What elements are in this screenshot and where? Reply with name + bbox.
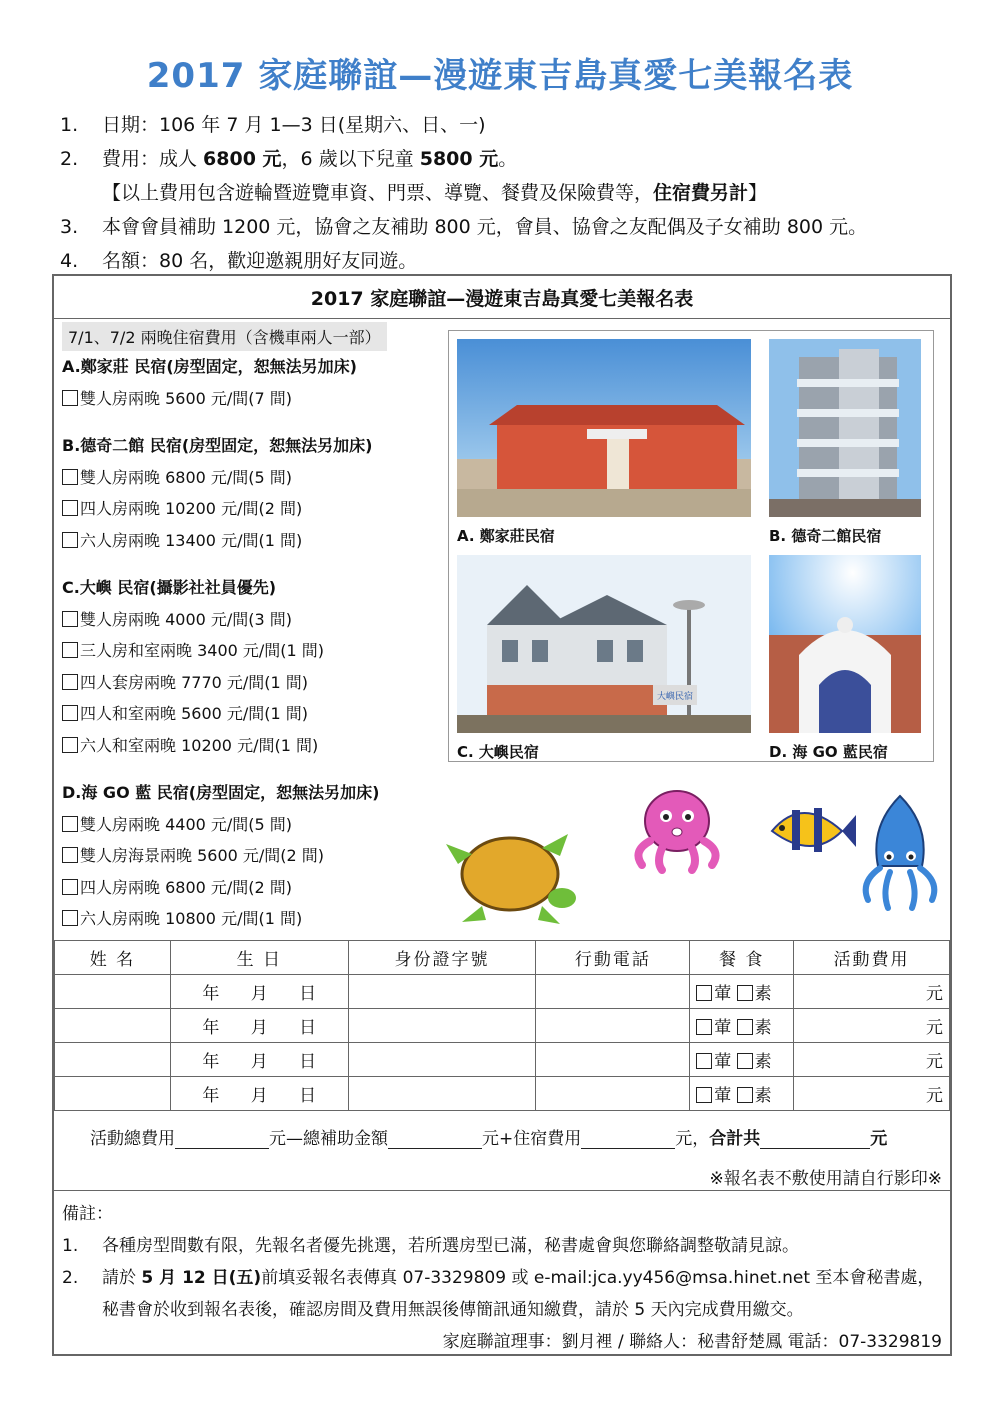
total-activity-field[interactable] bbox=[175, 1130, 269, 1149]
id-number-field[interactable] bbox=[348, 1043, 536, 1077]
grand-total-unit: 元 bbox=[870, 1129, 888, 1149]
octopus-icon bbox=[638, 791, 715, 870]
room-checkbox[interactable] bbox=[62, 642, 78, 658]
photo-caption-d: D. 海 GO 藍民宿 bbox=[769, 743, 888, 761]
room-label: 雙人房兩晚 4000 元/間(3 間) bbox=[80, 609, 293, 629]
remarks-heading: 備註： bbox=[62, 1204, 113, 1224]
fee-field[interactable] bbox=[794, 1009, 950, 1043]
room-option bbox=[62, 493, 442, 525]
id-number-field[interactable] bbox=[348, 1009, 536, 1043]
info-text: 日期：106 年 7 月 1—3 日(星期六、日、一) bbox=[102, 114, 486, 136]
info-text: 本會會員補助 1200 元，協會之友補助 800 元，會員、協會之友配偶及子女補助 800 元。 bbox=[102, 216, 868, 238]
header-name: 姓 名 bbox=[55, 941, 171, 975]
photo-caption-b: B. 德奇二館民宿 bbox=[769, 527, 882, 545]
info-text: 【以上費用包含遊輪暨遊覽車資、門票、導覽、餐費及保險費等，住宿費另計】 bbox=[102, 182, 768, 204]
mobile-field[interactable] bbox=[536, 1077, 690, 1111]
room-checkbox[interactable] bbox=[62, 611, 78, 627]
photo-caption-c: C. 大嶼民宿 bbox=[457, 743, 539, 761]
room-checkbox[interactable] bbox=[62, 469, 78, 485]
registration-form bbox=[52, 274, 952, 1356]
lodging-fee-label: 元+住宿費用 bbox=[482, 1129, 582, 1149]
photo-c-dayu-house bbox=[457, 555, 751, 733]
fee-field[interactable] bbox=[794, 1043, 950, 1077]
accommodation-list bbox=[62, 320, 442, 935]
copy-note: ※報名表不敷使用請自行影印※ bbox=[709, 1169, 942, 1189]
fee-unit: 元 bbox=[926, 1086, 943, 1106]
room-option bbox=[62, 462, 442, 494]
table-row bbox=[55, 975, 950, 1009]
photo-a-zheng-family-house bbox=[457, 339, 751, 517]
room-option bbox=[62, 698, 442, 730]
meal-choice bbox=[690, 1043, 794, 1077]
remark-2: 請於 5 月 12 日(五)前填妥報名表傳真 07-3329809 或 e-mail:jca.yy456@msa.hinet.net 至本會秘書處， bbox=[102, 1268, 935, 1288]
lodging-fee-field[interactable] bbox=[581, 1130, 675, 1149]
info-item bbox=[60, 210, 960, 244]
remark-2-continued: 秘書會於收到報名表後，確認房間及費用無誤後傳簡訊通知繳費，請於 5 天內完成費用繳交。 bbox=[102, 1300, 804, 1320]
room-label: 四人和室兩晚 5600 元/間(1 間) bbox=[80, 704, 309, 723]
header-mobile: 行動電話 bbox=[536, 941, 690, 975]
room-option bbox=[62, 730, 442, 762]
totals-line bbox=[90, 1124, 887, 1149]
info-item bbox=[60, 108, 960, 142]
table-row bbox=[55, 1077, 950, 1111]
guesthouse-name: D.海 GO 藍 民宿(房型固定，恕無法另加床) bbox=[62, 783, 380, 802]
id-number-field[interactable] bbox=[348, 975, 536, 1009]
fee-unit: 元 bbox=[926, 1018, 943, 1038]
meat-checkbox[interactable] bbox=[696, 1019, 712, 1035]
id-number-field[interactable] bbox=[348, 1077, 536, 1111]
veg-checkbox[interactable] bbox=[737, 1053, 753, 1069]
registration-table bbox=[54, 940, 950, 1111]
info-number: 2. bbox=[60, 148, 79, 170]
unit-label: 元， bbox=[675, 1129, 710, 1149]
meat-label: 葷 bbox=[714, 984, 732, 1004]
room-checkbox[interactable] bbox=[62, 532, 78, 548]
total-subsidy-field[interactable] bbox=[388, 1130, 482, 1149]
room-label: 六人房兩晚 13400 元/間(1 間) bbox=[80, 530, 303, 550]
room-option bbox=[62, 604, 442, 636]
remarks bbox=[62, 1198, 942, 1358]
room-label: 雙人房兩晚 6800 元/間(5 間) bbox=[80, 467, 293, 487]
photo-d-hai-go-lan bbox=[769, 555, 921, 733]
table-row bbox=[55, 1043, 950, 1077]
room-checkbox[interactable] bbox=[62, 500, 78, 516]
room-checkbox[interactable] bbox=[62, 847, 78, 863]
mobile-field[interactable] bbox=[536, 1043, 690, 1077]
name-field[interactable] bbox=[55, 975, 171, 1009]
mobile-field[interactable] bbox=[536, 1009, 690, 1043]
meat-label: 葷 bbox=[714, 1018, 732, 1038]
header-meal: 餐 食 bbox=[690, 941, 794, 975]
room-option bbox=[62, 635, 442, 667]
room-checkbox[interactable] bbox=[62, 879, 78, 895]
room-checkbox[interactable] bbox=[62, 910, 78, 926]
room-label: 四人房兩晚 10200 元/間(2 間) bbox=[80, 499, 303, 518]
name-field[interactable] bbox=[55, 1043, 171, 1077]
grand-total-label: 合計共 bbox=[709, 1129, 761, 1149]
guesthouse-photos bbox=[448, 330, 934, 762]
room-label: 六人和室兩晚 10200 元/間(1 間) bbox=[80, 735, 319, 755]
fee-unit: 元 bbox=[926, 984, 943, 1004]
room-label: 四人房兩晚 6800 元/間(2 間) bbox=[80, 877, 293, 897]
meat-checkbox[interactable] bbox=[696, 985, 712, 1001]
photo-b-deqi-building bbox=[769, 339, 921, 517]
room-option bbox=[62, 383, 442, 415]
remark-number: 1. bbox=[62, 1236, 79, 1256]
birthday-field[interactable]: 年 月 日 bbox=[170, 1077, 348, 1111]
meat-label: 葷 bbox=[714, 1086, 732, 1106]
meal-choice bbox=[690, 1009, 794, 1043]
info-text: 名額：80 名，歡迎邀親朋好友同遊。 bbox=[102, 250, 418, 272]
room-checkbox[interactable] bbox=[62, 816, 78, 832]
total-subsidy-label: 元—總補助金額 bbox=[269, 1129, 388, 1149]
info-item bbox=[60, 244, 960, 278]
info-number: 1. bbox=[60, 114, 79, 136]
room-checkbox[interactable] bbox=[62, 737, 78, 753]
room-option bbox=[62, 525, 442, 557]
tropical-fish-icon bbox=[772, 808, 856, 852]
info-number: 3. bbox=[60, 216, 79, 238]
veg-label: 素 bbox=[754, 1052, 772, 1072]
room-option bbox=[62, 809, 442, 841]
birthday-field[interactable]: 年 月 日 bbox=[170, 975, 348, 1009]
fee-field[interactable] bbox=[794, 1077, 950, 1111]
grand-total-field[interactable] bbox=[760, 1130, 870, 1149]
event-info bbox=[60, 108, 960, 278]
birthday-field[interactable]: 年 月 日 bbox=[170, 1009, 348, 1043]
fee-unit: 元 bbox=[926, 1052, 943, 1072]
squid-icon bbox=[866, 796, 935, 908]
meat-checkbox[interactable] bbox=[696, 1087, 712, 1103]
veg-label: 素 bbox=[754, 1086, 772, 1106]
room-checkbox[interactable] bbox=[62, 390, 78, 406]
info-number: 4. bbox=[60, 250, 79, 272]
veg-checkbox[interactable] bbox=[737, 1019, 753, 1035]
birthday-field[interactable]: 年 月 日 bbox=[170, 1043, 348, 1077]
room-option bbox=[62, 872, 442, 904]
room-label: 四人套房兩晚 7770 元/間(1 間) bbox=[80, 672, 309, 692]
meat-label: 葷 bbox=[714, 1052, 732, 1072]
remark-number: 2. bbox=[62, 1268, 79, 1288]
room-label: 雙人房海景兩晚 5600 元/間(2 間) bbox=[80, 846, 325, 865]
header-fee: 活動費用 bbox=[794, 941, 950, 975]
info-item bbox=[60, 176, 960, 210]
info-item bbox=[60, 142, 960, 176]
room-label: 雙人房兩晚 4400 元/間(5 間) bbox=[80, 814, 293, 834]
guesthouse-name: B.德奇二館 民宿(房型固定，恕無法另加床) bbox=[62, 436, 373, 455]
name-field[interactable] bbox=[55, 1077, 171, 1111]
accommodation-subtitle: 7/1、7/2 兩晚住宿費用（含機車兩人一部） bbox=[62, 322, 387, 351]
room-label: 六人房兩晚 10800 元/間(1 間) bbox=[80, 909, 303, 928]
total-activity-label: 活動總費用 bbox=[90, 1129, 175, 1149]
header-id-number: 身份證字號 bbox=[348, 941, 536, 975]
room-checkbox[interactable] bbox=[62, 705, 78, 721]
sign-text: 大嶼民宿 bbox=[656, 692, 694, 702]
info-number bbox=[60, 176, 102, 210]
meal-choice bbox=[690, 975, 794, 1009]
veg-checkbox[interactable] bbox=[737, 1087, 753, 1103]
meal-choice bbox=[690, 1077, 794, 1111]
sea-creature-clipart bbox=[442, 786, 942, 936]
room-checkbox[interactable] bbox=[62, 674, 78, 690]
table-row bbox=[55, 1009, 950, 1043]
info-text: 費用：成人 6800 元，6 歲以下兒童 5800 元。 bbox=[102, 148, 518, 170]
contact-signature: 家庭聯誼理事：劉月裡 / 聯絡人：秘書舒楚鳳 電話：07-3329819 bbox=[442, 1332, 942, 1352]
veg-label: 素 bbox=[754, 984, 772, 1004]
room-option bbox=[62, 667, 442, 699]
form-title: 2017 家庭聯誼—漫遊東吉島真愛七美報名表 bbox=[310, 288, 694, 310]
room-option bbox=[62, 903, 442, 935]
name-field[interactable] bbox=[55, 1009, 171, 1043]
meat-checkbox[interactable] bbox=[696, 1053, 712, 1069]
room-label: 雙人房兩晚 5600 元/間(7 間) bbox=[80, 388, 293, 408]
room-option bbox=[62, 840, 442, 872]
veg-checkbox[interactable] bbox=[737, 985, 753, 1001]
room-label: 三人房和室兩晚 3400 元/間(1 間) bbox=[80, 641, 325, 660]
page-title: 2017 家庭聯誼—漫遊東吉島真愛七美報名表 bbox=[146, 56, 854, 96]
remark-1: 各種房型間數有限，先報名者優先挑選，若所選房型已滿，秘書處會與您聯絡調整敬請見諒。 bbox=[102, 1236, 799, 1256]
turtle-icon bbox=[446, 834, 576, 924]
header-birthday: 生 日 bbox=[170, 941, 348, 975]
photo-caption-a: A. 鄭家莊民宿 bbox=[457, 527, 555, 545]
mobile-field[interactable] bbox=[536, 975, 690, 1009]
guesthouse-name: C.大嶼 民宿(攝影社社員優先) bbox=[62, 578, 277, 597]
guesthouse-name: A.鄭家莊 民宿(房型固定，恕無法另加床) bbox=[62, 357, 357, 376]
veg-label: 素 bbox=[754, 1018, 772, 1038]
fee-field[interactable] bbox=[794, 975, 950, 1009]
deadline-date: 5 月 12 日(五) bbox=[141, 1268, 262, 1288]
